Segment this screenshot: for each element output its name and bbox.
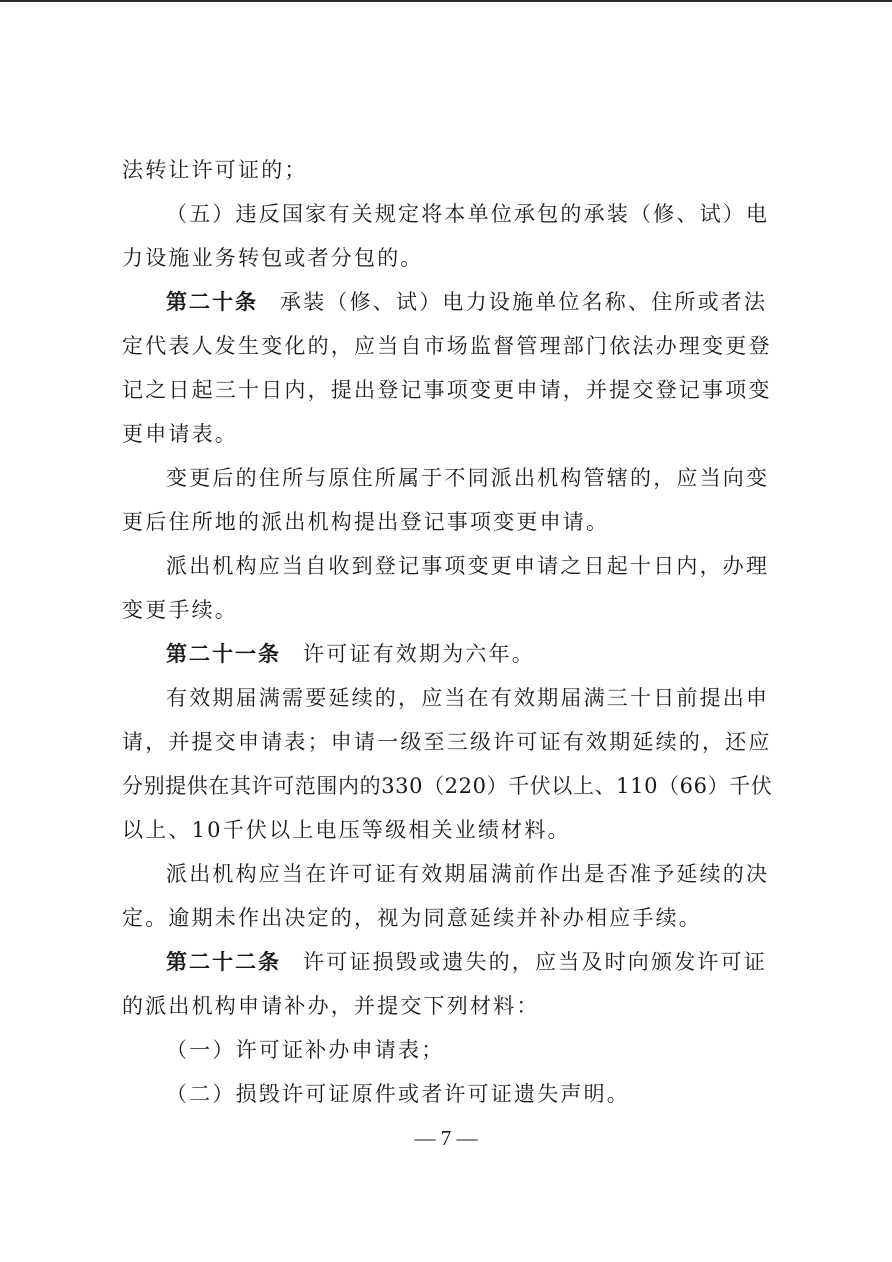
page-top-edge	[0, 0, 892, 2]
article-heading: 第二十一条	[166, 642, 281, 666]
text-line: 请，并提交申请表；申请一级至三级许可证有效期延续的，还应	[122, 730, 772, 754]
article-20-first-line	[122, 280, 774, 324]
text-line: 分别提供在其许可范围内的330（220）千伏以上、110（66）千伏	[122, 774, 773, 798]
text-line: 以上、10千伏以上电压等级相关业绩材料。	[122, 818, 571, 842]
text-line: 定。逾期未作出决定的，视为同意延续并补办相应手续。	[122, 906, 702, 930]
text-line: 力设施业务转包或者分包的。	[122, 246, 424, 270]
text-line: （五）违反国家有关规定将本单位承包的承装（修、试）电	[166, 202, 770, 226]
text-line: （一）许可证补办申请表；	[166, 1038, 445, 1062]
text-line: 承装（修、试）电力设施单位名称、住所或者法	[280, 290, 768, 314]
article-heading: 第二十二条	[166, 950, 281, 974]
text-line: 许可证损毁或遗失的，应当及时向颁发许可证	[303, 950, 767, 974]
text-line: 更后住所地的派出机构提出登记事项变更申请。	[122, 510, 610, 534]
text-line: 有效期届满需要延续的，应当在有效期届满三十日前提出申	[166, 686, 770, 710]
text-line: 派出机构应当自收到登记事项变更申请之日起十日内，办理	[166, 554, 770, 578]
text-line: 变更手续。	[122, 598, 238, 622]
text-line: 记之日起三十日内，提出登记事项变更申请，并提交登记事项变	[122, 378, 772, 402]
document-body	[122, 148, 774, 1116]
article-heading: 第二十条	[166, 290, 258, 314]
article-21-first-line	[122, 632, 774, 676]
text-line: 变更后的住所与原住所属于不同派出机构管辖的，应当向变	[166, 466, 770, 490]
text-line: 法转让许可证的；	[122, 158, 308, 182]
text-line: 派出机构应当在许可证有效期届满前作出是否准予延续的决	[166, 862, 770, 886]
text-line: 更申请表。	[122, 422, 238, 446]
article-22-first-line	[122, 940, 774, 984]
page-number: — 7 —	[414, 1126, 478, 1150]
text-line: 定代表人发生变化的，应当自市场监督管理部门依法办理变更登	[122, 334, 772, 358]
text-line: 许可证有效期为六年。	[303, 642, 535, 666]
text-line: （二）损毁许可证原件或者许可证遗失声明。	[166, 1082, 630, 1106]
text-line: 的派出机构申请补办，并提交下列材料：	[122, 994, 540, 1018]
